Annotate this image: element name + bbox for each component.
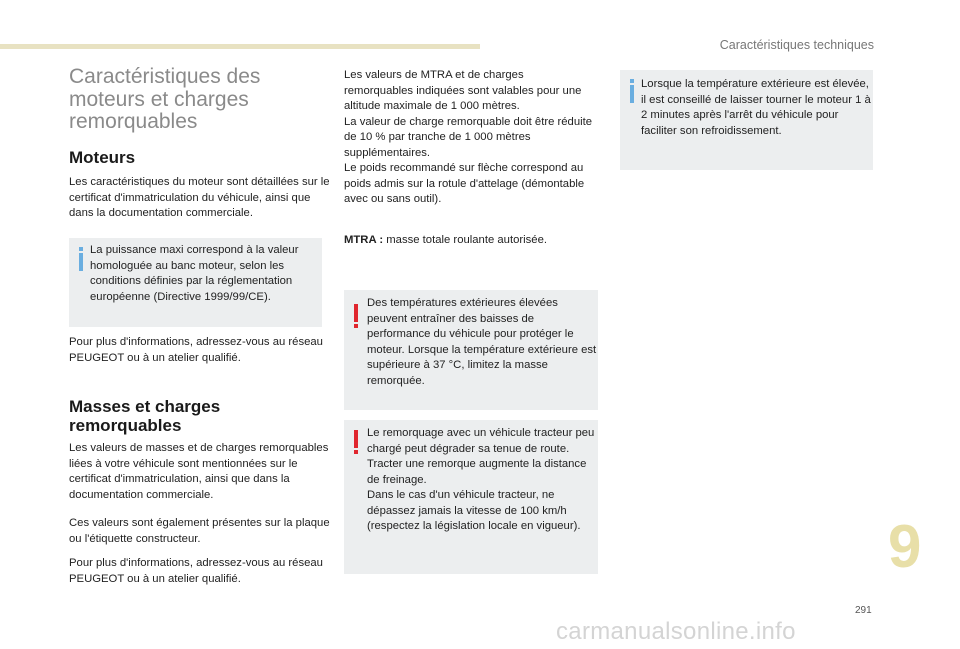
paragraph-info-reseau-2: Pour plus d'informations, adressez-vous au réseau PEUGEOT ou à un atelier qualifié. bbox=[69, 557, 323, 585]
watermark: carmanualsonline.info bbox=[556, 618, 796, 645]
page-title: Caractéristiques des moteurs et charges remorquables bbox=[69, 65, 261, 133]
warning-icon bbox=[354, 304, 358, 322]
warning-text-tenue-route: Le remorquage avec un véhicule tracteur peu chargé peut dégrader sa tenue de route. bbox=[367, 427, 595, 455]
heading-moteurs: Moteurs bbox=[69, 148, 136, 167]
warning-text-vitesse: Dans le cas d'un véhicule tracteur, ne dépassez jamais la vitesse de 100 km/h (respectez la législation locale en vigueur). bbox=[367, 489, 581, 532]
warning-note-remorquage bbox=[344, 420, 598, 574]
paragraph-info-reseau: Pour plus d'informations, adressez-vous au réseau PEUGEOT ou à un atelier qualifié. bbox=[69, 336, 323, 364]
page-number: 291 bbox=[855, 605, 872, 616]
paragraph-poids-fleche: Le poids recommandé sur flèche correspond au poids admis sur la rotule d'attelage (démontable avec ou sans outil). bbox=[344, 162, 585, 205]
mtra-term: MTRA : bbox=[344, 234, 384, 246]
mtra-definition: masse totale roulante autorisée. bbox=[383, 234, 548, 246]
section-title: Caractéristiques techniques bbox=[719, 38, 874, 52]
warning-note-temperature bbox=[344, 290, 598, 410]
chapter-number: 9 bbox=[888, 513, 922, 580]
paragraph-mtra-altitude: Les valeurs de MTRA et de charges remorquables indiquées sont valables pour une altitude maximale de 1 000 mètres. bbox=[344, 69, 582, 112]
info-icon bbox=[79, 253, 83, 271]
definition-mtra bbox=[344, 233, 594, 249]
info-note-refroidissement bbox=[620, 70, 873, 170]
paragraph-charge-reduite: La valeur de charge remorquable doit être réduite de 10 % par tranche de 1 000 mètres supplémentaires. bbox=[344, 115, 593, 159]
paragraph-masses: Les valeurs de masses et de charges remorquables liées à votre véhicule sont mentionnées sur le certificat d'immatriculation, ainsi que dans la documentation commerciale. bbox=[69, 442, 329, 501]
info-icon bbox=[630, 85, 634, 103]
heading-masses: Masses et charges remorquables bbox=[69, 397, 221, 435]
paragraph-plaque: Ces valeurs sont également présentes sur la plaque ou l'étiquette constructeur. bbox=[69, 517, 330, 545]
warning-icon bbox=[354, 430, 358, 448]
warning-note-text: Des températures extérieures élevées peuvent entraîner des baisses de performance du véhicule pour protéger le moteur. Lorsque la température extérieure est supérieure à 37 °C, limitez la masse remorquée. bbox=[367, 297, 597, 387]
info-note-puissance bbox=[69, 238, 322, 327]
header-accent-bar bbox=[0, 44, 480, 49]
info-note-refroidissement-text: Lorsque la température extérieure est élevée, il est conseillé de laisser tourner le moteur 1 à 2 minutes après l'arrêt du véhicule pour faciliter son refroidissement. bbox=[641, 78, 871, 137]
warning-text-freinage: Tracter une remorque augmente la distance de freinage. bbox=[367, 458, 587, 486]
paragraph-moteurs: Les caractéristiques du moteur sont détaillées sur le certificat d'immatriculation du véhicule, ainsi que dans la documentation commerciale. bbox=[69, 176, 330, 219]
info-note-text: La puissance maxi correspond à la valeur homologuée au banc moteur, selon les conditions définies par la réglementation européenne (Directive 1999/99/CE). bbox=[90, 244, 299, 303]
